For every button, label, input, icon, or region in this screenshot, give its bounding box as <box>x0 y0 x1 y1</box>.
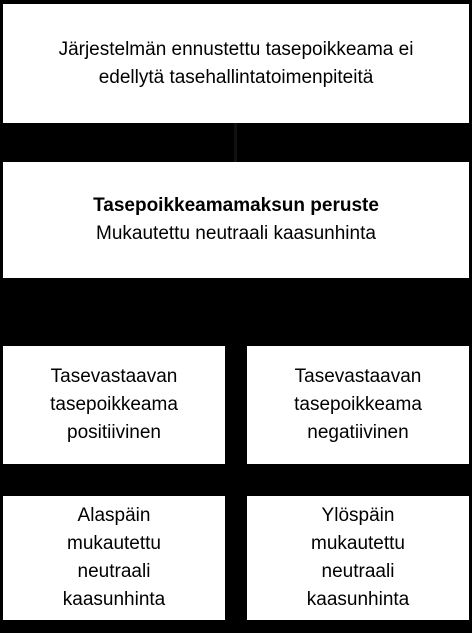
downward-adjusted-line-1: Alaspäin <box>77 505 151 526</box>
upward-adjusted-line-3: neutraali <box>321 561 395 582</box>
charge-basis-title: Tasepoikkeamamaksun peruste <box>93 195 379 216</box>
positive-imbalance-line-3: positiivinen <box>67 422 161 443</box>
downward-adjusted-line-2: mukautettu <box>67 533 161 554</box>
forecast-imbalance-line-1: Järjestelmän ennustettu tasepoikkeama ei <box>58 38 414 60</box>
charge-basis-subtitle: Mukautettu neutraali kaasunhinta <box>96 223 376 244</box>
downward-adjusted-line-3: neutraali <box>77 561 151 582</box>
connector-top-to-basis <box>234 123 237 162</box>
upward-adjusted-line-2: mukautettu <box>311 533 405 554</box>
negative-imbalance-box <box>247 346 469 464</box>
downward-adjusted-price-box <box>3 496 225 620</box>
positive-imbalance-box <box>3 346 225 464</box>
charge-basis-box <box>3 162 469 278</box>
negative-imbalance-line-1: Tasevastaavan <box>294 366 422 387</box>
negative-imbalance-line-3: negatiivinen <box>307 422 409 443</box>
forecast-imbalance-line-2: edellytä tasehallintatoimenpiteitä <box>98 66 374 88</box>
forecast-imbalance-box <box>3 4 469 123</box>
positive-imbalance-line-1: Tasevastaavan <box>50 366 178 387</box>
upward-adjusted-line-4: kaasunhinta <box>306 589 410 610</box>
upward-adjusted-price-box <box>247 496 469 620</box>
upward-adjusted-line-1: Ylöspäin <box>321 505 395 526</box>
downward-adjusted-line-4: kaasunhinta <box>62 589 166 610</box>
negative-imbalance-line-2: tasepoikkeama <box>294 394 422 415</box>
positive-imbalance-line-2: tasepoikkeama <box>50 394 178 415</box>
